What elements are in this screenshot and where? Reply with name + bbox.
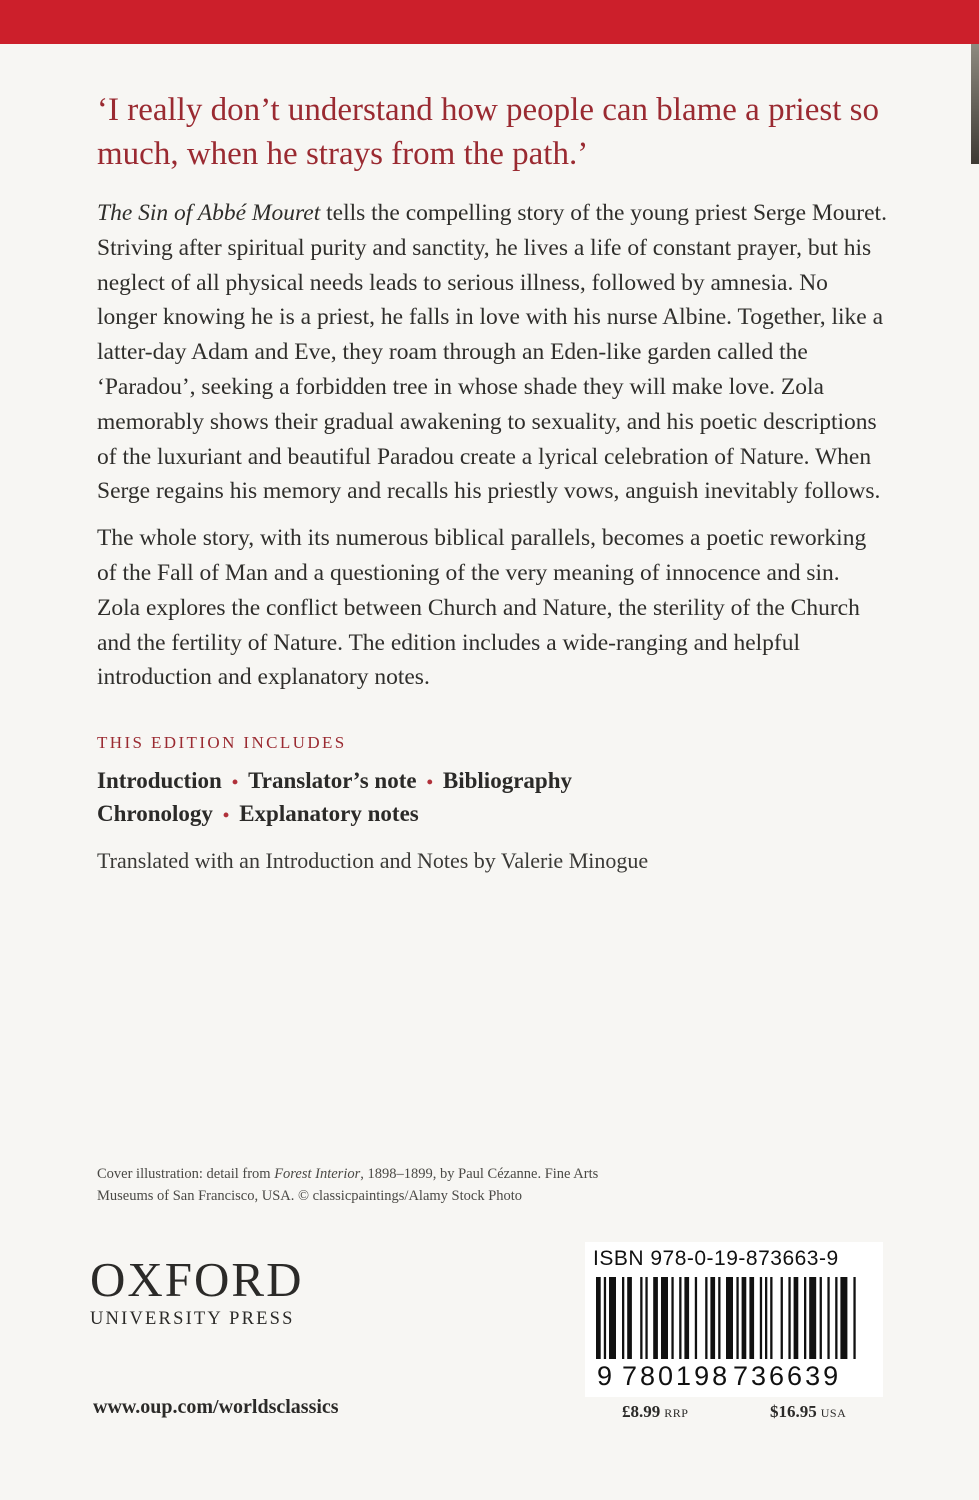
barcode-bar bbox=[835, 1277, 837, 1359]
description-paragraph-2: The whole story, with its numerous biblical parallels, becomes a poetic reworking of the Fall of Man and a questioning of the very meaning of innocence and sin. Zola explores the conflict between Church and Nature, the sterility of the Church and the fertility of Nature. The edition includes a wide-ranging and helpful introduction and explanatory notes. bbox=[97, 525, 867, 691]
barcode-bar bbox=[726, 1277, 733, 1359]
includes-list bbox=[97, 765, 887, 831]
barcode-bar bbox=[788, 1277, 790, 1359]
include-item: Introduction bbox=[97, 768, 222, 794]
cover-illustration-credit bbox=[97, 1163, 817, 1207]
barcode-bar bbox=[736, 1277, 738, 1359]
price-gbp bbox=[622, 1402, 688, 1422]
credit-line-2: Museums of San Francisco, USA. © classicpaintings/Alamy Stock Photo bbox=[97, 1188, 523, 1204]
barcode-bar bbox=[596, 1277, 601, 1359]
painting-title: Forest Interior bbox=[274, 1166, 361, 1182]
barcode-bar bbox=[705, 1277, 707, 1359]
barcode-bar bbox=[718, 1277, 720, 1359]
barcode-bar bbox=[765, 1277, 767, 1359]
barcode-bar bbox=[820, 1277, 822, 1359]
bullet-separator: • bbox=[426, 772, 433, 793]
description-paragraph-1 bbox=[97, 196, 887, 509]
price-usd-amount: $16.95 bbox=[770, 1402, 817, 1421]
publisher-name: OXFORD bbox=[90, 1252, 304, 1307]
description-text-1: tells the compelling story of the young priest Serge Mouret. Striving after spiritual purity and sanctity, he lives a life of constant prayer, but his neglect of all physical needs leads to serious illness, followed by amnesia. No longer knowing he is a priest, he falls in love with his nurse Albine. Together, like a latter-day Adam and Eve, they roam through an Eden-like garden called the ‘Paradou’, seeking a forbidden tree in whose shade they will make love. Zola memorably shows their gradual awakening to sexuality, and his poetic descriptions of the luxuriant and beautiful Paradou create a lyrical celebration of Nature. When Serge regains his memory and recalls his priestly vows, anguish inevitably follows. bbox=[97, 200, 887, 505]
credit-prefix: Cover illustration: detail from bbox=[97, 1166, 275, 1182]
pull-quote: ‘I really don’t understand how people can blame a priest so much, when he strays from the path.’ bbox=[97, 92, 879, 172]
barcode-bar bbox=[710, 1277, 715, 1359]
barcode-bar bbox=[645, 1277, 647, 1359]
barcode-bar bbox=[760, 1277, 762, 1359]
website-link[interactable]: www.oup.com/worldsclassics bbox=[93, 1396, 339, 1418]
barcode-bar bbox=[695, 1277, 697, 1359]
includes-heading: THIS EDITION INCLUDES bbox=[97, 733, 347, 753]
price-usd bbox=[770, 1402, 846, 1422]
barcode-bar bbox=[749, 1277, 754, 1359]
back-cover-content bbox=[97, 88, 887, 874]
barcode-digit-first: 9 bbox=[597, 1361, 613, 1391]
barcode-bar bbox=[781, 1277, 783, 1359]
translator-credit: Translated with an Introduction and Notes by Valerie Minogue bbox=[97, 848, 649, 874]
includes-row-1 bbox=[97, 765, 887, 798]
price-usd-suffix: USA bbox=[820, 1406, 847, 1420]
credit-middle: , 1898–1899, by Paul Cézanne. Fine Arts bbox=[360, 1166, 599, 1182]
price-gbp-amount: £8.99 bbox=[622, 1402, 661, 1421]
cover-edge bbox=[971, 44, 979, 164]
book-title: The Sin of Abbé Mouret bbox=[97, 200, 321, 226]
barcode-bar bbox=[679, 1277, 681, 1359]
include-item: Translator’s note bbox=[248, 768, 417, 794]
top-color-band bbox=[0, 0, 979, 44]
barcode-bar bbox=[742, 1277, 747, 1359]
include-item: Bibliography bbox=[442, 768, 572, 794]
barcode-bar bbox=[653, 1277, 658, 1359]
bullet-separator: • bbox=[231, 772, 239, 793]
barcode-bar bbox=[853, 1277, 855, 1359]
barcode-bar bbox=[684, 1277, 689, 1359]
barcode-bar bbox=[804, 1277, 806, 1359]
barcode-bar bbox=[770, 1277, 772, 1359]
barcode-bar bbox=[661, 1277, 668, 1359]
include-item: Explanatory notes bbox=[239, 801, 419, 827]
barcode-bar bbox=[604, 1277, 606, 1359]
isbn-label: ISBN 978-0-19-873663-9 bbox=[593, 1247, 839, 1270]
bullet-separator: • bbox=[222, 805, 230, 826]
barcode-bar bbox=[794, 1277, 799, 1359]
price-gbp-suffix: RRP bbox=[664, 1406, 689, 1420]
include-item: Chronology bbox=[97, 801, 213, 827]
barcode-digits-right: 736639 bbox=[733, 1361, 842, 1391]
barcode-bar bbox=[622, 1277, 624, 1359]
includes-row-2 bbox=[97, 798, 887, 831]
barcode-digits-left: 780198 bbox=[622, 1361, 731, 1391]
publisher-subtitle: UNIVERSITY PRESS bbox=[90, 1309, 295, 1329]
barcode-bar bbox=[840, 1277, 847, 1359]
barcode-bar bbox=[609, 1277, 616, 1359]
barcode-bar bbox=[671, 1277, 673, 1359]
barcode-bar bbox=[627, 1277, 632, 1359]
barcode-bar bbox=[809, 1277, 816, 1359]
oxford-logo bbox=[90, 1252, 304, 1330]
barcode-bar bbox=[640, 1277, 642, 1359]
barcode-bar bbox=[827, 1277, 829, 1359]
